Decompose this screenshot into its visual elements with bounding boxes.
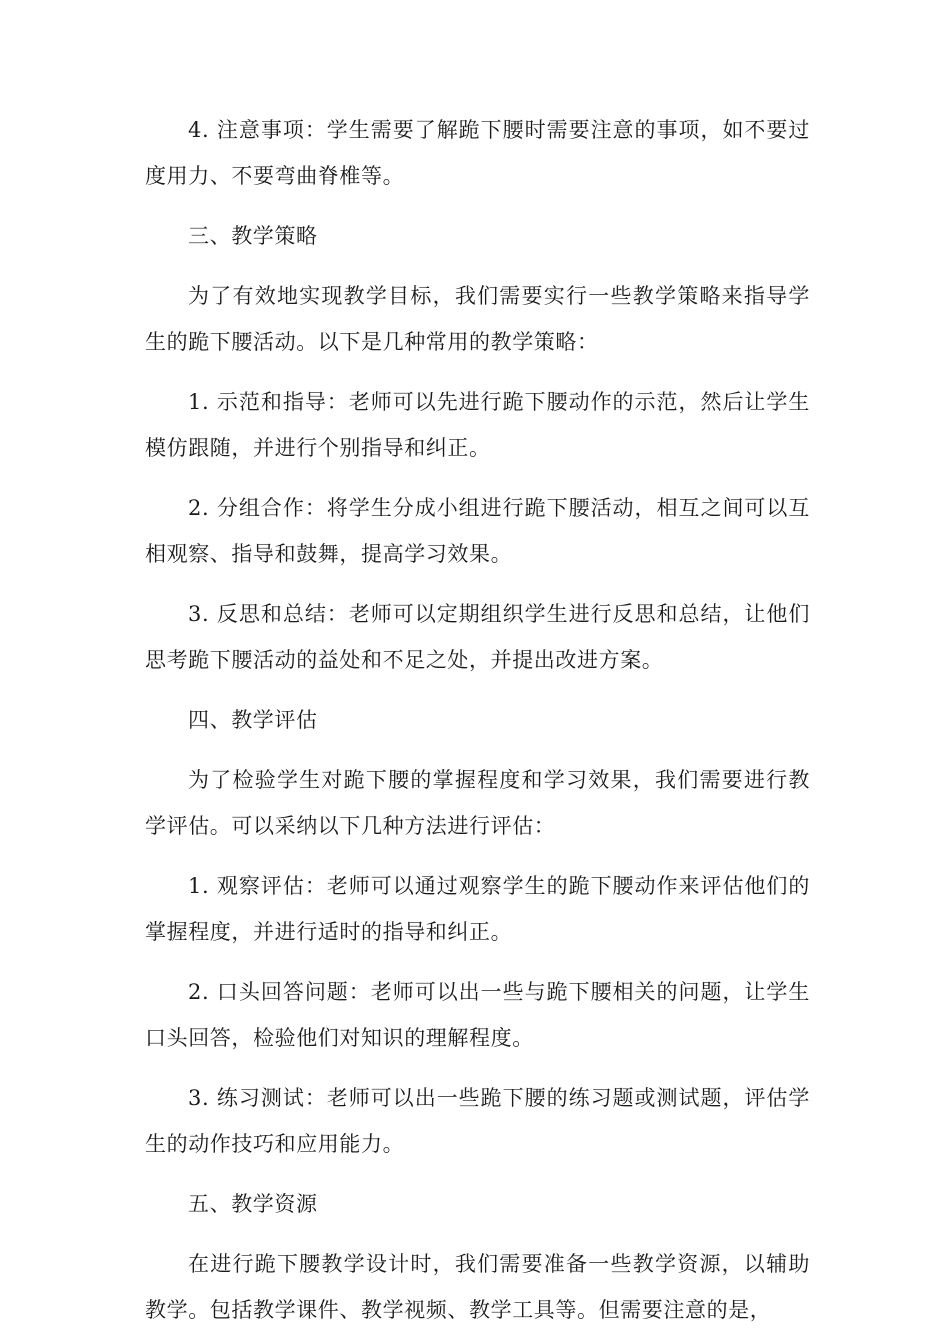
document-body <box>145 107 810 1333</box>
section-heading-strategy: 三、教学策略 <box>188 224 318 248</box>
section-heading-evaluation: 四、教学评估 <box>188 708 318 732</box>
section-heading-resources: 五、教学资源 <box>188 1192 318 1216</box>
paragraph-strategy-2: 2. 分组合作：将学生分成小组进行跪下腰活动，相互之间可以互相观察、指导和鼓舞，提高学习效果。 <box>145 496 810 566</box>
paragraph-evaluation-3: 3. 练习测试：老师可以出一些跪下腰的练习题或测试题，评估学生的动作技巧和应用能力。 <box>145 1086 810 1156</box>
paragraph-evaluation-1: 1. 观察评估：老师可以通过观察学生的跪下腰动作来评估他们的掌握程度，并进行适时的指导和纠正。 <box>145 874 810 944</box>
paragraph-evaluation-intro: 为了检验学生对跪下腰的掌握程度和学习效果，我们需要进行教学评估。可以采纳以下几种方法进行评估： <box>145 768 810 838</box>
paragraph-strategy-3: 3. 反思和总结：老师可以定期组织学生进行反思和总结，让他们思考跪下腰活动的益处和不足之处，并提出改进方案。 <box>145 602 810 672</box>
paragraph-notes: 4. 注意事项：学生需要了解跪下腰时需要注意的事项，如不要过度用力、不要弯曲脊椎等。 <box>145 118 810 188</box>
paragraph-strategy-1: 1. 示范和指导：老师可以先进行跪下腰动作的示范，然后让学生模仿跟随，并进行个别指导和纠正。 <box>145 390 810 460</box>
paragraph-resources: 在进行跪下腰教学设计时，我们需要准备一些教学资源，以辅助教学。包括教学课件、教学视频、教学工具等。但需要注意的是， <box>145 1252 810 1322</box>
paragraph-strategy-intro: 为了有效地实现教学目标，我们需要实行一些教学策略来指导学生的跪下腰活动。以下是几种常用的教学策略： <box>145 284 810 354</box>
paragraph-evaluation-2: 2. 口头回答问题：老师可以出一些与跪下腰相关的问题，让学生口头回答，检验他们对知识的理解程度。 <box>145 980 810 1050</box>
